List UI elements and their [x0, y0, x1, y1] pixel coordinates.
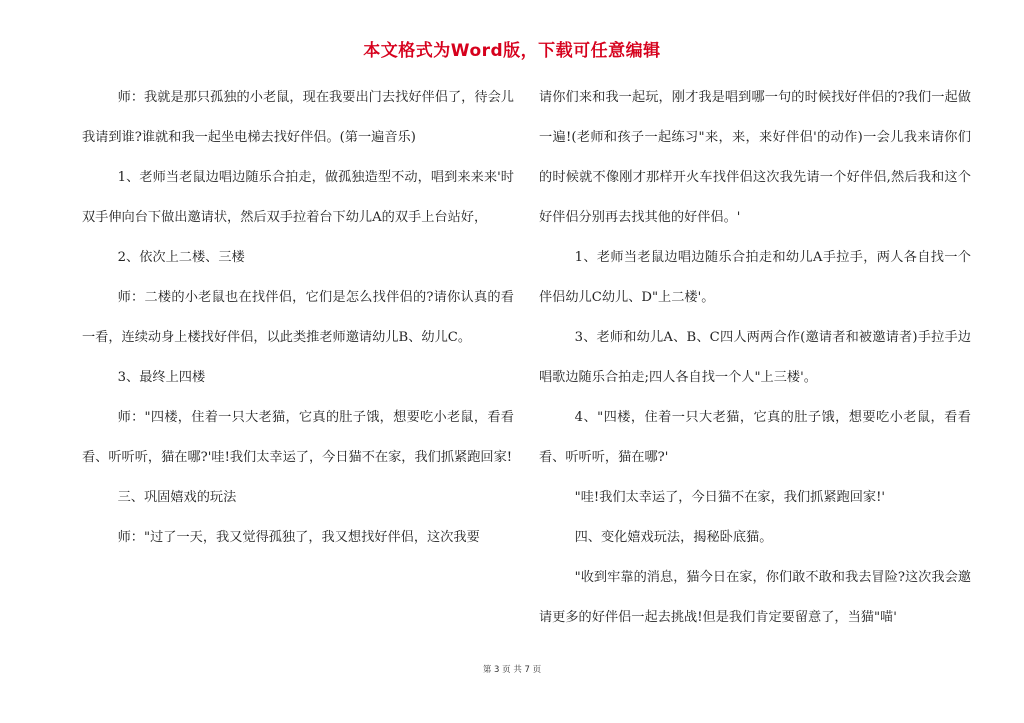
paragraph: 师：二楼的小老鼠也在找伴侣，它们是怎么找伴侣的?请你认真的看一看，连续动身上楼找好伴侣，以此类推老师邀请幼儿B、幼儿C。: [82, 290, 514, 345]
paragraph: "收到牢靠的消息，猫今日在家，你们敢不敢和我去冒险?这次我会邀请更多的好伴侣一起去挑战!但是我们肯定要留意了，当猫"喵': [539, 570, 971, 625]
right-column: [539, 78, 971, 638]
paragraph: 2、依次上二楼、三楼: [117, 250, 245, 265]
paragraph: 师："四楼，住着一只大老猫，它真的肚子饿，想要吃小老鼠，看看看、听听听，猫在哪?'哇!我们太幸运了，今日猫不在家，我们抓紧跑回家!: [82, 410, 514, 465]
paragraph: 四、变化嬉戏玩法，揭秘卧底猫。: [574, 530, 773, 545]
paragraph: 师："过了一天，我又觉得孤独了，我又想找好伴侣，这次我要: [117, 530, 480, 545]
page-number: 第 3 页 共 7 页: [482, 665, 542, 675]
paragraph: "哇!我们太幸运了，今日猫不在家，我们抓紧跑回家!': [574, 490, 886, 505]
paragraph: 请你们来和我一起玩，刚才我是唱到哪一句的时候找好伴侣的?我们一起做一遍!(老师和孩子一起练习"来，来，来好伴侣'的动作)一会儿我来请你们的时候就不像刚才那样开火车找伴侣这次我先请一个好伴侣,然后我和这个好伴侣分别再去找其他的好伴侣。': [539, 90, 971, 225]
paragraph: 三、巩固嬉戏的玩法: [117, 490, 237, 505]
paragraph: 1、老师当老鼠边唱边随乐合拍走，做孤独造型不动，唱到来来来'时双手伸向台下做出邀请状，然后双手拉着台下幼儿A的双手上台站好，: [82, 170, 514, 225]
format-banner: 本文格式为Word版，下载可任意编辑: [363, 41, 661, 61]
left-column: [82, 78, 514, 558]
paragraph: 3、老师和幼儿A、B、C四人两两合作(邀请者和被邀请者)手拉手边唱歌边随乐合拍走;四人各自找一个人"上三楼'。: [539, 330, 971, 385]
paragraph: 3、最终上四楼: [117, 370, 206, 385]
paragraph: 师：我就是那只孤独的小老鼠，现在我要出门去找好伴侣了，待会儿我请到谁?谁就和我一起坐电梯去找好伴侣。(第一遍音乐): [82, 90, 514, 145]
paragraph: 4、"四楼，住着一只大老猫，它真的肚子饿，想要吃小老鼠，看看看、听听听，猫在哪?': [539, 410, 971, 465]
paragraph: 1、老师当老鼠边唱边随乐合拍走和幼儿A手拉手，两人各自找一个伴侣幼儿C幼儿、D"上二楼'。: [539, 250, 971, 305]
